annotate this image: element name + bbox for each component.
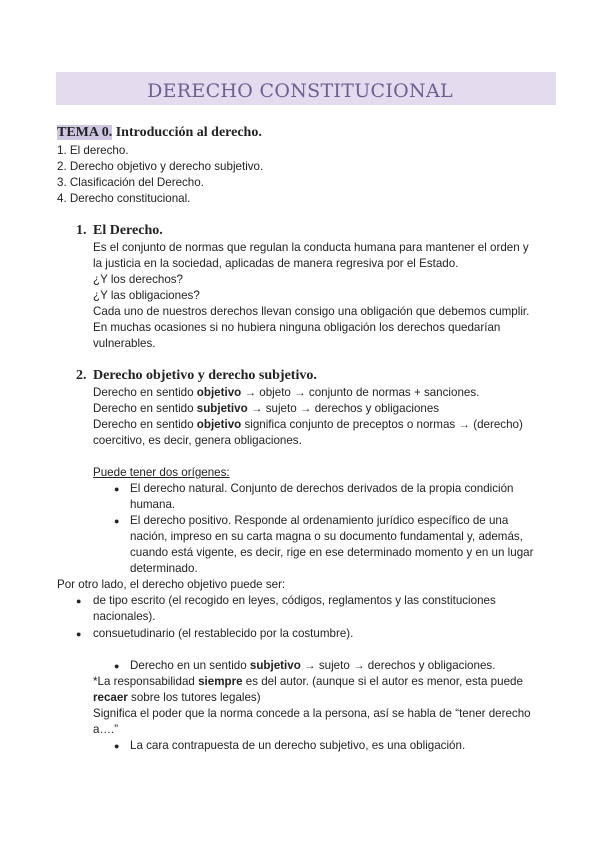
section-2-heading: Derecho objetivo y derecho subjetivo. (93, 368, 317, 383)
origin-positive: El derecho positivo. Responde al ordenamiento jurídico específico de una (130, 514, 509, 527)
objective-types-intro: Por otro lado, el derecho objetivo puede ser: (57, 578, 286, 591)
section-1-number: 1. (76, 223, 87, 238)
section-2-number: 2. (76, 368, 87, 383)
bullet-icon: ● (114, 741, 120, 751)
page-title: DERECHO CONSTITUCIONAL (147, 80, 453, 102)
section-1-text: ¿Y los derechos? (93, 273, 184, 286)
bullet-icon: ● (114, 661, 120, 671)
note-text: a….” (93, 723, 119, 736)
bullet-icon: ● (114, 484, 120, 494)
section-1-text: En muchas ocasiones si no hubiera ninguna obligación los derechos quedarían (93, 321, 501, 334)
section-2-text: Derecho en sentido subjetivo → sujeto → derechos y obligaciones (93, 402, 440, 415)
origin-positive: nación, impreso en su carta magna o su documento fundamental y, además, (130, 530, 523, 543)
section-1-text: Es el conjunto de normas que regulan la conducta humana para mantener el orden y (93, 241, 529, 254)
note-text: recaer sobre los tutores legales) (93, 691, 261, 704)
origin-natural: humana. (130, 498, 176, 511)
index-item: 2. Derecho objetivo y derecho subjetivo. (57, 160, 264, 173)
section-1-text: la justicia en la sociedad, aplicadas de manera regresiva por el Estado. (93, 257, 459, 270)
origin-natural: El derecho natural. Conjunto de derechos derivados de la propia condición (130, 482, 514, 495)
section-2-text: Derecho en sentido objetivo significa conjunto de preceptos o normas → (derecho) (93, 418, 523, 431)
type-written: de tipo escrito (el recogido en leyes, códigos, reglamentos y las constituciones (93, 594, 496, 607)
section-1-heading: El Derecho. (93, 223, 163, 238)
obligation-note: La cara contrapuesta de un derecho subjetivo, es una obligación. (130, 739, 466, 752)
origins-subheading: Puede tener dos orígenes: (93, 466, 230, 479)
section-1-text: Cada uno de nuestros derechos llevan consigo una obligación que debemos cumplir. (93, 305, 530, 318)
section-1-text: vulnerables. (93, 337, 156, 350)
index-item: 3. Clasificación del Derecho. (57, 176, 204, 189)
section-2-text: coercitivo, es decir, genera obligaciones. (93, 434, 302, 447)
tema-label: TEMA 0. (57, 125, 113, 140)
index-item: 4. Derecho constitucional. (57, 192, 191, 205)
type-written: nacionales). (93, 610, 156, 623)
tema-title: Introducción al derecho. (112, 125, 262, 140)
index-item: 1. El derecho. (57, 144, 129, 157)
bullet-icon: ● (114, 516, 120, 526)
subjective-definition: Derecho en un sentido subjetivo → sujeto → derechos y obligaciones. (130, 659, 496, 672)
bullet-icon: ● (76, 596, 82, 606)
note-text: *La responsabilidad siempre es del autor. (aunque si el autor es menor, esta puede (93, 675, 523, 688)
type-customary: consuetudinario (el restablecido por la costumbre). (93, 627, 354, 640)
origin-positive: determinado. (130, 562, 198, 575)
tema-heading (57, 125, 262, 141)
section-1-text: ¿Y las obligaciones? (93, 289, 200, 302)
section-2-text: Derecho en sentido objetivo → objeto → conjunto de normas + sanciones. (93, 386, 480, 399)
note-text: Significa el poder que la norma concede a la persona, así se habla de “tener derecho (93, 707, 531, 720)
bullet-icon: ● (76, 629, 82, 639)
origin-positive: cuando está vigente, es decir, rige en ese determinado momento y en un lugar (130, 546, 534, 559)
